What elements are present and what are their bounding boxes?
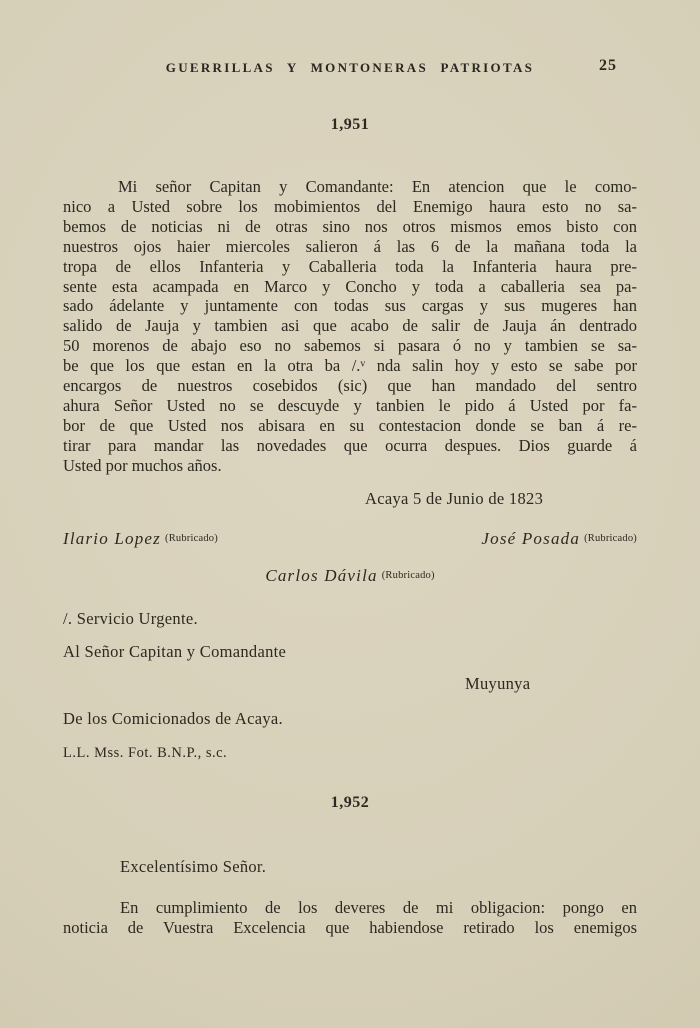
letter-body-line: bor de que Usted nos abisara en su contestacion donde se ban á re- bbox=[63, 415, 637, 435]
signature-name: Carlos Dávila bbox=[265, 565, 378, 585]
letter-body-line: be que los que estan en la otra ba /.ᵛ nda salin hoy y esto se sabe por bbox=[63, 356, 637, 376]
letter-body-line: Usted por muchos años. bbox=[63, 455, 222, 475]
letter-body-line: tirar para mandar las novedades que ocurra despues. Dios guarde á bbox=[63, 435, 637, 455]
dateline: Acaya 5 de Junio de 1823 bbox=[365, 488, 544, 508]
rubricado-note: (Rubricado) bbox=[165, 532, 218, 544]
rubricado-note: (Rubricado) bbox=[584, 532, 637, 544]
page-header bbox=[63, 57, 637, 80]
signature-name: Ilario Lopez bbox=[63, 528, 161, 548]
letter-body-line: sado ádelante y juntamente con todas sus cargas y sus mugeres han bbox=[63, 296, 637, 316]
place-line: Muyunya bbox=[465, 673, 531, 693]
document-number-1951: 1,951 bbox=[330, 116, 370, 133]
letter-body-line: salido de Jauja y tambien asi que acabo de salir de Jauja án dentrado bbox=[63, 316, 637, 336]
signature-ilario-lopez bbox=[63, 529, 218, 549]
signature-name: José Posada bbox=[481, 528, 581, 548]
letter-body-line: 50 morenos de abajo eso no sabemos si pasara ó no y tambien se sa- bbox=[63, 336, 637, 356]
addressee-line: Al Señor Capitan y Comandante bbox=[63, 641, 287, 661]
page-number: 25 bbox=[599, 57, 617, 74]
source-citation: L.L. Mss. Fot. B.N.P., s.c. bbox=[63, 744, 228, 761]
letter-body-line: nuestros ojos haier miercoles salieron á las 6 de la mañana toda la bbox=[63, 236, 637, 256]
second-letter-paragraph bbox=[63, 898, 637, 938]
letter-body-line: Mi señor Capitan y Comandante: En atencion que le como- bbox=[118, 177, 637, 196]
service-urgent-line: /. Servicio Urgente. bbox=[63, 608, 198, 628]
sender-line: De los Comicionados de Acaya. bbox=[63, 708, 283, 728]
letter-body-line: bemos de noticias ni de otras sino nos otros mismos emos bisto con bbox=[63, 216, 637, 236]
signature-jose-posada bbox=[481, 529, 637, 549]
signature-row bbox=[63, 529, 637, 549]
letter-body-line: noticia de Vuestra Excelencia que habiendose retirado los enemigos bbox=[63, 917, 637, 937]
letter-body-line: En cumplimiento de los deveres de mi obligacion: pongo en bbox=[120, 897, 637, 917]
salutation-line: Excelentísimo Señor. bbox=[120, 856, 267, 876]
letter-body-line: nico a Usted sobre los mobimientos del Enemigo haura esto no sa- bbox=[63, 196, 637, 216]
letter-body-paragraph bbox=[63, 177, 637, 476]
letter-body-line: ahura Señor Usted no se descuyde y tanbien le pido á Usted por fa- bbox=[63, 395, 637, 415]
letter-body-line: tropa de ellos Infanteria y Caballeria toda la Infanteria haura pre- bbox=[63, 256, 637, 276]
running-title: GUERRILLAS Y MONTONERAS PATRIOTAS bbox=[165, 60, 535, 75]
letter-body-line: encargos de nuestros cosebidos (sic) que han mandado del sentro bbox=[63, 376, 637, 396]
rubricado-note: (Rubricado) bbox=[381, 569, 435, 581]
document-number-1952: 1,952 bbox=[330, 793, 370, 811]
letter-body-line: sente esta acampada en Marco y Concho y toda a caballeria sea pa- bbox=[63, 276, 637, 296]
signature-carlos-davila bbox=[63, 566, 637, 586]
